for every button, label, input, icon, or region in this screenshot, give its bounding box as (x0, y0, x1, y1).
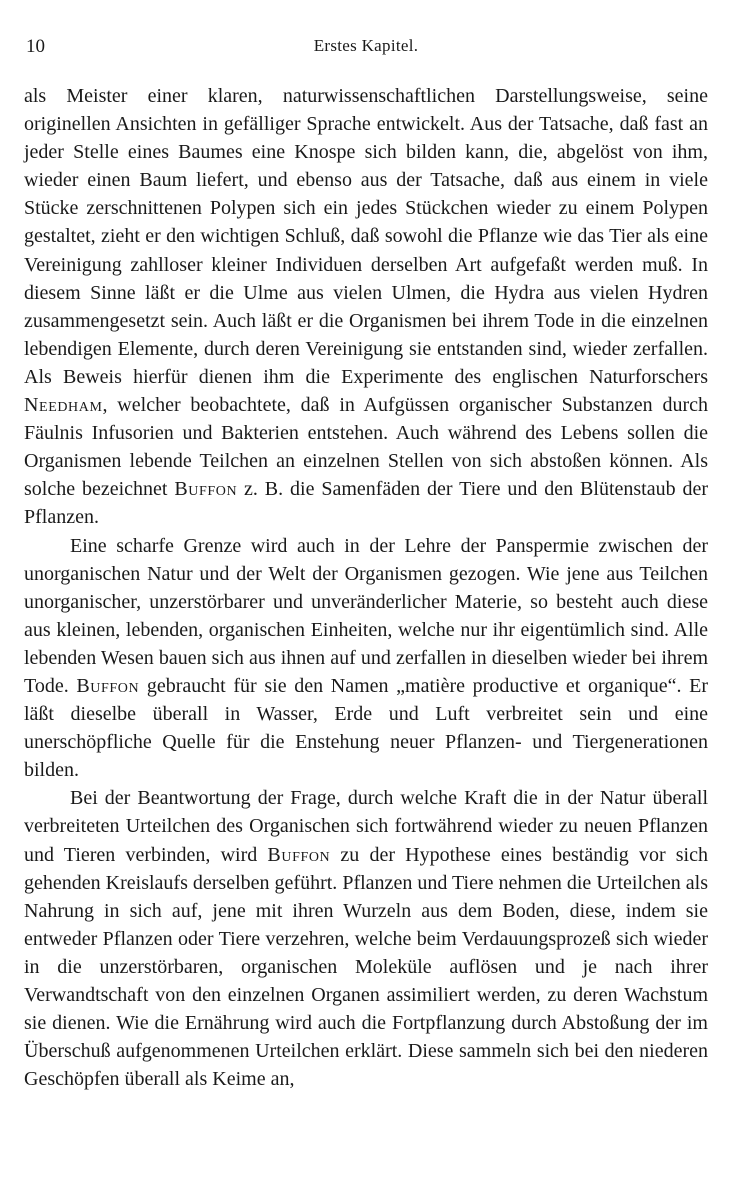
text-run: , welcher beobachtete, daß in Aufgüssen organischer Substanzen durch Fäulnis Infusorien und Bakterien entstehen. Auch während des Lebens sollen die Organismen lebende Teilchen an einzelnen Stellen von sich abstoßen können. Als solche bezeichnet (24, 394, 708, 501)
book-page (24, 24, 708, 1093)
text-run: gebraucht für sie den Namen „matière productive et organique“. Er läßt dieselbe überall in Wasser, Erde und Luft verbreitet sein und eine unerschöpfliche Quelle für die Enstehung neuer Pflanzen- und Tiergenerationen bilden. (24, 674, 708, 782)
paragraph-panspermie (24, 532, 708, 785)
text-run: Eine scharfe Grenze wird auch in der Lehre der Panspermie zwischen der unorganischen Natur und der Welt der Organismen gezogen. Wie jene aus Teilchen unorganischer, unzerstörbarer und unveränderlicher Materie, so besteht auch diese aus kleinen, lebenden, organischen Einheiten, welche nur ihr eigentümlich sind. Alle lebenden Wesen bauen sich aus ihnen auf und zerfallen in dieselben wieder bei ihrem Tode. (24, 534, 708, 697)
author-name: Buffon (267, 843, 331, 866)
paragraph-kreislauf (24, 784, 708, 1093)
text-run: Bei der Beantwortung der Frage, durch welche Kraft die in der Natur überall verbreiteten Urteilchen des Organischen sich fortwährend wieder zu neuen Pflanzen und Tieren verbinden, wird (24, 787, 708, 866)
page-number: 10 (26, 36, 45, 57)
page-header (24, 24, 708, 68)
text-run: z. B. die Samenfäden der Tiere und den Blütenstaub der Pflanzen. (24, 478, 709, 529)
author-name: Buffon (174, 478, 238, 501)
text-run: als Meister einer klaren, naturwissenschaftlichen Darstellungsweise, seine originellen Ansichten in gefälliger Sprache entwickelt. Aus der Tatsache, daß fast an jeder Stelle eines Baumes eine Knospe sich bilden kann, die, abgelöst von ihm, wieder einen Baum liefert, und ebenso aus der Tatsache, daß aus einem in viele Stücke zerschnittenen Polypen sich ein jedes Stückchen wieder zu einem Polypen gestaltet, zieht er den wichtigen Schluß, daß sowohl die Pflanze wie das Tier als eine Vereinigung zahlloser kleiner Individuen derselben Art aufgefaßt werden muß. In diesem Sinne läßt er die Ulme aus vielen Ulmen, die Hydra aus vielen Hydren zusammengesetzt sein. Auch läßt er die Organismen bei ihrem Tode in die einzelnen lebendigen Elemente, durch deren Vereinigung sie entstanden sind, wieder zerfallen. Als Beweis hierfür dienen ihm die Experimente des englischen Naturforschers (24, 85, 708, 388)
author-name: Buffon (76, 674, 140, 697)
paragraph-continued (24, 82, 708, 532)
body-text (24, 82, 708, 1093)
running-head: Erstes Kapitel. (313, 36, 419, 55)
text-run: zu der Hypothese eines beständig vor sich gehenden Kreislaufs derselben geführt. Pflanzen und Tiere nehmen die Urteilchen als Nahrung in sich auf, jene mit ihren Wurzeln aus dem Boden, diese, indem sie entweder Pflanzen oder Tiere verzehren, welche beim Verdauungsprozeß sich wieder in die unzerstörbaren, organischen Moleküle auflösen und je nach ihrer Verwandtschaft von den einzelnen Organen assimiliert werden, zu deren Wachstum sie dienen. Wie die Ernährung wird auch die Fortpflanzung durch Abstoßung der im Überschuß aufgenommenen Urteilchen erklärt. Diese sammeln sich bei den niederen Geschöpfen überall als Keime an, (24, 843, 708, 1091)
author-name: Needham (24, 394, 103, 417)
